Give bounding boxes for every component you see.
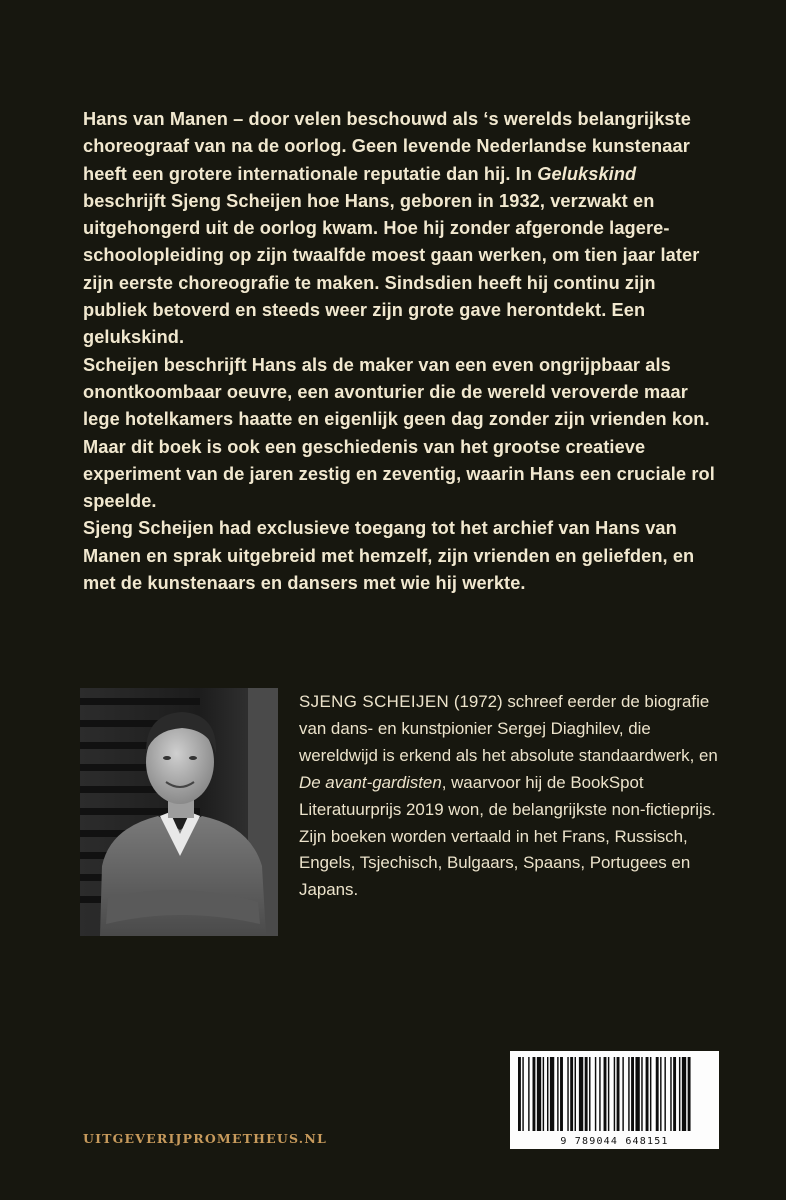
barcode-bar (589, 1057, 590, 1131)
barcode-bar (622, 1057, 623, 1131)
blurb-paragraph-2: Scheijen beschrijft Hans als de maker van een even ongrijpbaar als onontkoombaar oeuvre, een avonturier die de wereld veroverde maar lege hotelkamers haatte en eigenlijk geen dag zonder zijn vrienden kon. Maar dit boek is ook een geschiedenis van het grootse creatieve experiment van de jaren zestig en zeventig, waarin Hans een cruciale rol speelde. (83, 354, 715, 512)
blurb (83, 106, 723, 597)
barcode-bar (641, 1057, 642, 1131)
bio-text: , waarvoor hij de BookSpot Literatuurprijs 2019 won, de belangrijkste non-fictieprijs. Zijn boeken worden vertaald in het Frans, Russisch, Engels, Tsjechisch, Bulgaars, Spaans, Portugees en Japans. (299, 772, 716, 900)
barcode-bar (670, 1057, 671, 1131)
barcode-bar (599, 1057, 600, 1131)
barcode-bar (617, 1057, 620, 1131)
blurb-text: beschrijft Sjeng Scheijen hoe Hans, geboren in 1932, verzwakt en uitgehongerd uit de oorlog kwam. Hoe hij zonder afgeronde lagere-schoolopleiding op zijn twaalfde moest gaan werken, om tien jaar later zijn eerste choreografie te maken. Sindsdien heeft hij continu zijn publiek betoverd en steeds weer zijn grote gave herontdekt. Een gelukskind. (83, 190, 700, 348)
barcode-bar (608, 1057, 609, 1131)
barcode-bar (518, 1057, 521, 1131)
barcode-bar (631, 1057, 634, 1131)
barcode-bar (614, 1057, 615, 1131)
barcode-bar (550, 1057, 554, 1131)
barcode-bars (510, 1051, 719, 1133)
barcode-bar (679, 1057, 680, 1131)
author-bio-text (299, 689, 719, 904)
barcode-bar (533, 1057, 536, 1131)
author-portrait-image (80, 688, 278, 936)
barcode-bar (560, 1057, 563, 1131)
barcode-digits: 9 789044 648151 (560, 1136, 669, 1147)
author-bio (299, 689, 719, 904)
barcode (510, 1051, 719, 1149)
barcode-bar (547, 1057, 548, 1131)
barcode-bar (537, 1057, 541, 1131)
author-book-title: De avant-gardisten (299, 772, 442, 792)
barcode-bar (682, 1057, 686, 1131)
barcode-bar (585, 1057, 588, 1131)
book-title: Gelukskind (537, 163, 637, 184)
barcode-bar (557, 1057, 558, 1131)
barcode-bar (567, 1057, 568, 1131)
barcode-bar (604, 1057, 607, 1131)
barcode-bar (579, 1057, 583, 1131)
barcode-bar (650, 1057, 651, 1131)
barcode-bar (646, 1057, 649, 1131)
barcode-bar (543, 1057, 544, 1131)
bio-text: (1972) schreef eerder de biografie van dans- en kunstpionier Sergej Diaghilev, die wereldwijd is erkend als het absolute standaardwerk, en (299, 692, 718, 765)
barcode-bar (688, 1057, 691, 1131)
barcode-bar (628, 1057, 629, 1131)
barcode-bar (664, 1057, 665, 1131)
publisher-website: UITGEVERIJPROMETHEUS.NL (83, 1131, 327, 1146)
barcode-bar (528, 1057, 529, 1131)
author-name: SJENG SCHEIJEN (299, 692, 450, 711)
barcode-bar (522, 1057, 523, 1131)
blurb-paragraph-1 (83, 106, 723, 352)
blurb-paragraph-3: Sjeng Scheijen had exclusieve toegang tot het archief van Hans van Manen en sprak uitgebreid met hemzelf, zijn vrienden en geliefden, en met de kunstenaars en dansers met wie hij werkte. (83, 518, 695, 594)
barcode-bar (635, 1057, 639, 1131)
author-photo (80, 688, 278, 936)
blurb-text: Hans van Manen – door velen beschouwd als ‘s werelds belangrijkste choreograaf van na de oorlog. Geen levende Nederlandse kunstenaar heeft een grotere internationale reputatie dan hij. In (83, 109, 691, 184)
barcode-bar (660, 1057, 661, 1131)
barcode-bar (575, 1057, 576, 1131)
barcode-bar (656, 1057, 659, 1131)
barcode-bar (595, 1057, 596, 1131)
barcode-bar (570, 1057, 573, 1131)
barcode-bar (673, 1057, 676, 1131)
